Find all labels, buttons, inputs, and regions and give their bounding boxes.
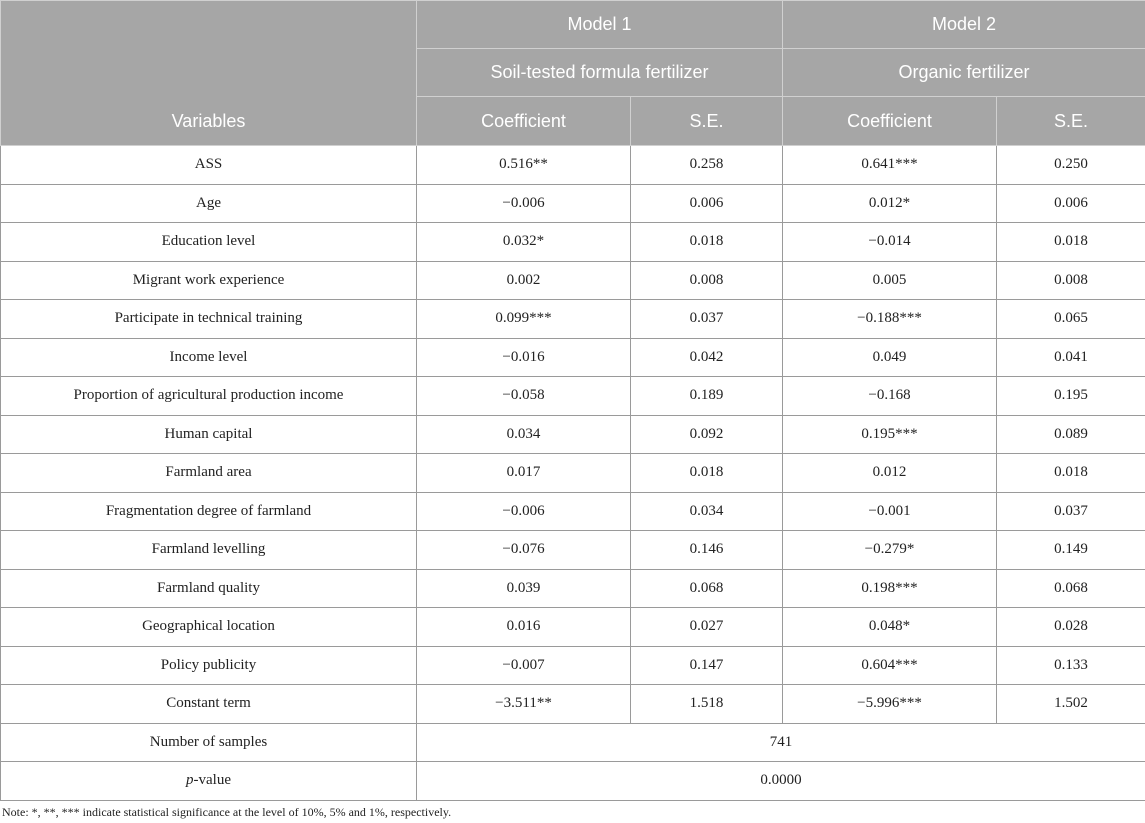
m2-se-cell: 0.068 bbox=[997, 569, 1145, 608]
m1-coef-cell: 0.032* bbox=[417, 223, 631, 262]
m1-se-cell: 0.034 bbox=[631, 492, 783, 531]
m1-se-cell: 0.042 bbox=[631, 338, 783, 377]
m1-se-cell: 0.147 bbox=[631, 646, 783, 685]
m1-coef-cell: −0.076 bbox=[417, 531, 631, 570]
m2-coef-cell: 0.012* bbox=[783, 184, 997, 223]
variable-cell: Participate in technical training bbox=[1, 300, 417, 339]
table-row bbox=[1, 300, 1145, 339]
table-header bbox=[1, 1, 1145, 146]
pvalue-label bbox=[1, 762, 417, 801]
table-row bbox=[1, 569, 1145, 608]
m1-coef-cell: −3.511** bbox=[417, 685, 631, 724]
m2-se-cell: 0.018 bbox=[997, 223, 1145, 262]
variable-cell: Constant term bbox=[1, 685, 417, 724]
table-row bbox=[1, 377, 1145, 416]
m1-se-cell: 0.146 bbox=[631, 531, 783, 570]
variables-header: Variables bbox=[1, 1, 417, 146]
pvalue-value: 0.0000 bbox=[417, 762, 1145, 801]
m1-se-cell: 0.037 bbox=[631, 300, 783, 339]
table-row bbox=[1, 223, 1145, 262]
table-row bbox=[1, 184, 1145, 223]
variable-cell: Farmland levelling bbox=[1, 531, 417, 570]
m2-se-cell: 1.502 bbox=[997, 685, 1145, 724]
model2-header: Model 2 bbox=[783, 1, 1145, 49]
table-row bbox=[1, 685, 1145, 724]
m2-coef-cell: 0.048* bbox=[783, 608, 997, 647]
table-row bbox=[1, 261, 1145, 300]
m1-coef-cell: −0.007 bbox=[417, 646, 631, 685]
m2-coef-cell: 0.049 bbox=[783, 338, 997, 377]
table-body bbox=[1, 146, 1145, 801]
table-row bbox=[1, 415, 1145, 454]
m2-coef-cell: −0.279* bbox=[783, 531, 997, 570]
m1-coef-cell: −0.006 bbox=[417, 184, 631, 223]
model2-se-header: S.E. bbox=[997, 97, 1145, 146]
m1-coef-cell: −0.016 bbox=[417, 338, 631, 377]
table-note: Note: *, **, *** indicate statistical significance at the level of 10%, 5% and 1%, respectively. bbox=[2, 805, 452, 819]
m2-coef-cell: −0.168 bbox=[783, 377, 997, 416]
m2-coef-cell: −0.188*** bbox=[783, 300, 997, 339]
variable-cell: Fragmentation degree of farmland bbox=[1, 492, 417, 531]
m1-se-cell: 0.068 bbox=[631, 569, 783, 608]
table-row bbox=[1, 608, 1145, 647]
variable-cell: Geographical location bbox=[1, 608, 417, 647]
table-row bbox=[1, 492, 1145, 531]
table-row bbox=[1, 338, 1145, 377]
m2-se-cell: 0.006 bbox=[997, 184, 1145, 223]
variable-cell: Human capital bbox=[1, 415, 417, 454]
samples-value: 741 bbox=[417, 723, 1145, 762]
m1-se-cell: 0.258 bbox=[631, 146, 783, 185]
samples-label: Number of samples bbox=[1, 723, 417, 762]
m2-se-cell: 0.149 bbox=[997, 531, 1145, 570]
m1-coef-cell: 0.016 bbox=[417, 608, 631, 647]
variable-cell: Age bbox=[1, 184, 417, 223]
m2-se-cell: 0.133 bbox=[997, 646, 1145, 685]
model1-coefficient-header: Coefficient bbox=[417, 97, 631, 146]
samples-row bbox=[1, 723, 1145, 762]
m2-coef-cell: −5.996*** bbox=[783, 685, 997, 724]
m2-se-cell: 0.018 bbox=[997, 454, 1145, 493]
variable-cell: Policy publicity bbox=[1, 646, 417, 685]
table-row bbox=[1, 646, 1145, 685]
variable-cell: Migrant work experience bbox=[1, 261, 417, 300]
m1-se-cell: 0.018 bbox=[631, 454, 783, 493]
model2-coefficient-header: Coefficient bbox=[783, 97, 997, 146]
variable-cell: Income level bbox=[1, 338, 417, 377]
m1-coef-cell: 0.039 bbox=[417, 569, 631, 608]
m2-se-cell: 0.195 bbox=[997, 377, 1145, 416]
m2-coef-cell: −0.014 bbox=[783, 223, 997, 262]
table-row bbox=[1, 454, 1145, 493]
m1-se-cell: 0.008 bbox=[631, 261, 783, 300]
m2-coef-cell: 0.198*** bbox=[783, 569, 997, 608]
pvalue-label-rest: -value bbox=[193, 772, 231, 789]
m2-se-cell: 0.041 bbox=[997, 338, 1145, 377]
m2-se-cell: 0.089 bbox=[997, 415, 1145, 454]
m2-se-cell: 0.250 bbox=[997, 146, 1145, 185]
m2-coef-cell: 0.641*** bbox=[783, 146, 997, 185]
m1-se-cell: 0.189 bbox=[631, 377, 783, 416]
m1-se-cell: 1.518 bbox=[631, 685, 783, 724]
m2-coef-cell: 0.005 bbox=[783, 261, 997, 300]
m2-coef-cell: 0.195*** bbox=[783, 415, 997, 454]
m2-coef-cell: −0.001 bbox=[783, 492, 997, 531]
m1-coef-cell: 0.017 bbox=[417, 454, 631, 493]
m1-se-cell: 0.006 bbox=[631, 184, 783, 223]
table-row bbox=[1, 146, 1145, 185]
m1-se-cell: 0.018 bbox=[631, 223, 783, 262]
m2-se-cell: 0.028 bbox=[997, 608, 1145, 647]
m2-se-cell: 0.065 bbox=[997, 300, 1145, 339]
variable-cell: Farmland quality bbox=[1, 569, 417, 608]
m1-coef-cell: 0.002 bbox=[417, 261, 631, 300]
pvalue-label-italic: p bbox=[186, 772, 194, 789]
table-row bbox=[1, 531, 1145, 570]
m1-coef-cell: 0.034 bbox=[417, 415, 631, 454]
variable-cell: Education level bbox=[1, 223, 417, 262]
variable-cell: ASS bbox=[1, 146, 417, 185]
m1-coef-cell: 0.099*** bbox=[417, 300, 631, 339]
variable-cell: Farmland area bbox=[1, 454, 417, 493]
m1-coef-cell: −0.006 bbox=[417, 492, 631, 531]
m1-coef-cell: 0.516** bbox=[417, 146, 631, 185]
m2-coef-cell: 0.012 bbox=[783, 454, 997, 493]
model1-header: Model 1 bbox=[417, 1, 783, 49]
m1-se-cell: 0.092 bbox=[631, 415, 783, 454]
m1-coef-cell: −0.058 bbox=[417, 377, 631, 416]
m2-coef-cell: 0.604*** bbox=[783, 646, 997, 685]
variable-cell: Proportion of agricultural production income bbox=[1, 377, 417, 416]
m2-se-cell: 0.008 bbox=[997, 261, 1145, 300]
m1-se-cell: 0.027 bbox=[631, 608, 783, 647]
model1-se-header: S.E. bbox=[631, 97, 783, 146]
model2-dependent-header: Organic fertilizer bbox=[783, 49, 1145, 97]
model1-dependent-header: Soil-tested formula fertilizer bbox=[417, 49, 783, 97]
pvalue-row bbox=[1, 762, 1145, 801]
m2-se-cell: 0.037 bbox=[997, 492, 1145, 531]
